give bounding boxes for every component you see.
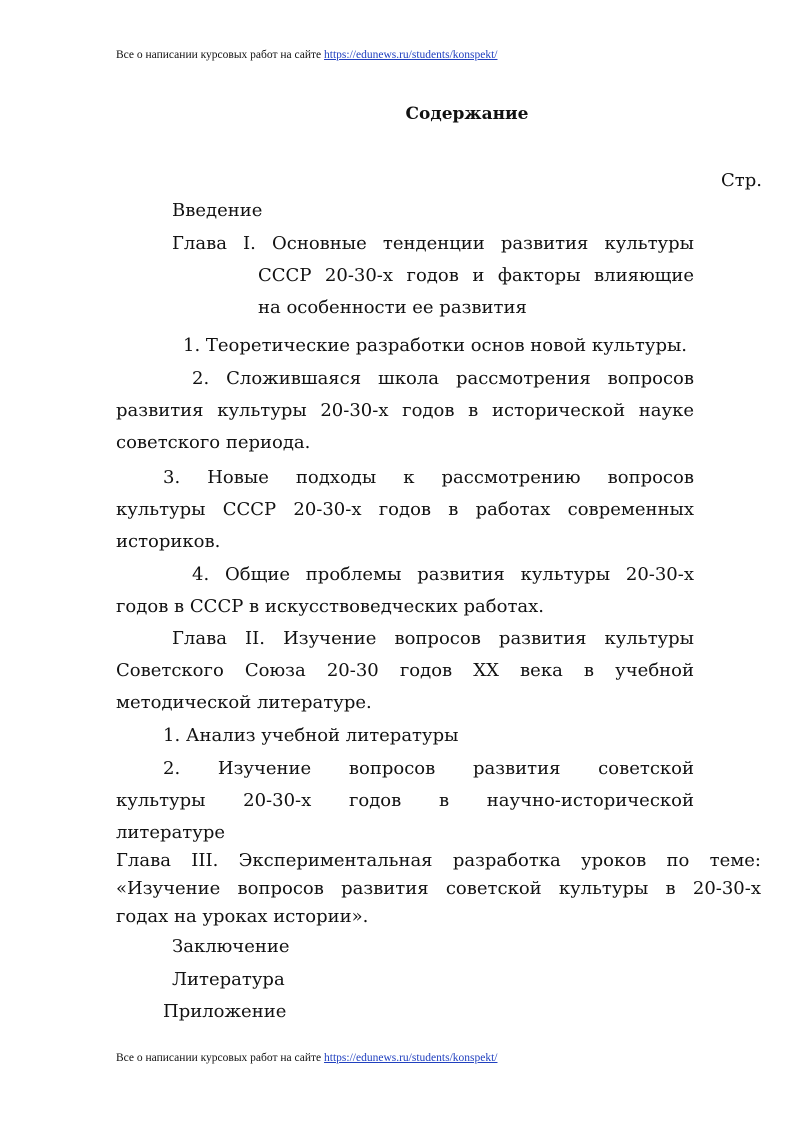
toc-ch1-line3: на особенности ее развития <box>258 297 527 318</box>
toc-s1-2-line3: советского периода. <box>116 432 311 453</box>
toc-s1-2-line2: развития культуры 20-30-х годов в исторической науке <box>116 400 694 421</box>
page-header <box>116 49 497 61</box>
toc-s1-3-line1: 3. Новые подходы к рассмотрению вопросов <box>163 467 694 488</box>
toc-appendix: Приложение <box>163 1001 287 1022</box>
toc-s1-1: 1. Теоретические разработки основ новой культуры. <box>183 335 688 356</box>
toc-s2-2-line3: литературе <box>116 822 226 843</box>
toc-title: Содержание <box>405 104 529 124</box>
toc-intro: Введение <box>172 200 263 221</box>
toc-ch3-line2: «Изучение вопросов развития советской культуры в 20-30-х <box>116 878 761 899</box>
toc-s2-2-line2: культуры 20-30-х годов в научно-исторической <box>116 790 694 811</box>
header-link[interactable]: https://edunews.ru/students/konspekt/ <box>324 49 498 61</box>
toc-ch2-line3: методической литературе. <box>116 692 372 713</box>
header-text: Все о написании курсовых работ на сайте <box>116 49 322 61</box>
toc-s1-4-line2: годов в СССР в искусствоведческих работах. <box>116 596 545 617</box>
toc-ch1-line2: СССР 20-30-х годов и факторы влияющие <box>258 265 694 286</box>
page-footer <box>116 1052 497 1064</box>
footer-link[interactable]: https://edunews.ru/students/konspekt/ <box>324 1052 498 1064</box>
toc-literature: Литература <box>172 969 285 990</box>
toc-s1-3-line3: историков. <box>116 531 221 552</box>
toc-ch2-line1: Глава II. Изучение вопросов развития культуры <box>172 628 694 649</box>
toc-ch2-line2: Советского Союза 20-30 годов XX века в учебной <box>116 660 694 681</box>
toc-s1-3-line2: культуры СССР 20-30-х годов в работах современных <box>116 499 694 520</box>
toc-ch3-line1: Глава III. Экспериментальная разработка уроков по теме: <box>116 850 761 871</box>
toc-s1-2-line1: 2. Сложившаяся школа рассмотрения вопросов <box>192 368 694 389</box>
toc-ch1-line1: Глава I. Основные тенденции развития культуры <box>172 233 694 254</box>
toc-ch3-line3: годах на уроках истории». <box>116 906 369 927</box>
page-column-label: Стр. <box>721 170 762 191</box>
toc-s2-1: 1. Анализ учебной литературы <box>163 725 459 746</box>
toc-s2-2-line1: 2. Изучение вопросов развития советской <box>163 758 694 779</box>
toc-conclusion: Заключение <box>172 936 290 957</box>
toc-s1-4-line1: 4. Общие проблемы развития культуры 20-30-х <box>192 564 694 585</box>
footer-text: Все о написании курсовых работ на сайте <box>116 1052 322 1064</box>
